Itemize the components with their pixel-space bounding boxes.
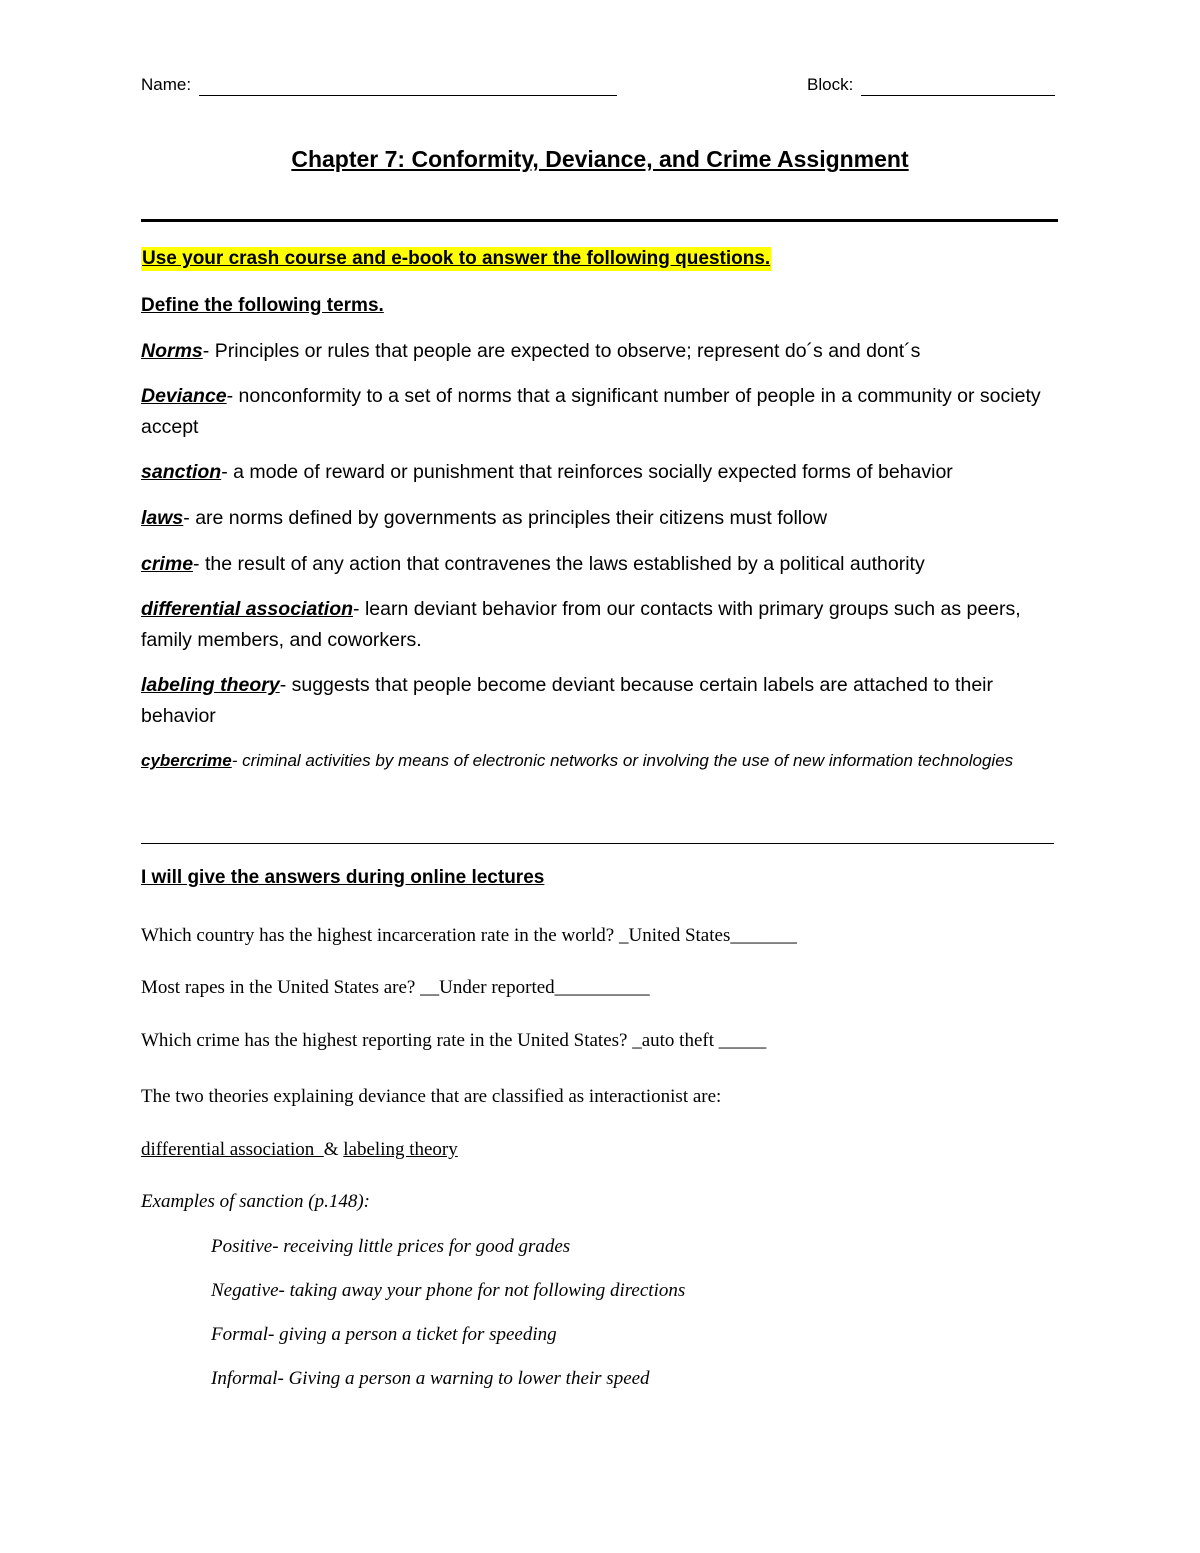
term-label: Deviance — [141, 385, 227, 407]
instruction-highlight: Use your crash course and e-book to answer the following questions. — [142, 248, 771, 269]
question-text: Which crime has the highest reporting rate in the United States? — [141, 1030, 633, 1051]
term-label: laws — [141, 507, 184, 529]
term-definition: - criminal activities by means of electronic networks or involving the use of new information technologies — [231, 751, 1014, 770]
answer-differential-association: differential association — [141, 1139, 324, 1160]
term-definition: - suggests that people become deviant because certain labels are attached to their behavior — [141, 674, 993, 727]
term-cybercrime — [141, 747, 1046, 775]
term-laws — [141, 503, 1056, 534]
answers-heading: I will give the answers during online lectures — [141, 867, 545, 888]
interactionist-answer — [141, 1138, 458, 1162]
term-label: sanction — [141, 461, 222, 483]
question-text: Which country has the highest incarceration rate in the world? — [141, 925, 619, 946]
term-label: cybercrime — [141, 751, 232, 770]
question-reporting-rate — [141, 1029, 766, 1053]
header-row — [141, 75, 1055, 99]
sanction-negative: Negative- taking away your phone for not following directions — [211, 1280, 686, 1301]
block-blank-line[interactable] — [861, 95, 1055, 96]
term-norms — [141, 336, 1056, 367]
answer-text: _auto theft _____ — [632, 1030, 767, 1051]
answer-text: _United States_______ — [619, 925, 797, 946]
term-deviance — [141, 381, 1056, 443]
interactionist-question: The two theories explaining deviance that are classified as interactionist are: — [141, 1086, 722, 1107]
name-blank-line[interactable] — [199, 95, 617, 96]
question-incarceration — [141, 924, 797, 948]
term-label: differential association — [141, 598, 354, 620]
answer-labeling-theory: labeling theory — [343, 1139, 458, 1160]
name-label: Name: — [141, 75, 192, 94]
sanction-examples-heading: Examples of sanction (p.148): — [141, 1191, 371, 1212]
question-rapes — [141, 976, 650, 1000]
answer-text: __Under reported__________ — [420, 977, 650, 998]
sanction-positive: Positive- receiving little prices for good grades — [211, 1236, 571, 1257]
ampersand: & — [323, 1139, 339, 1160]
term-label: crime — [141, 553, 194, 575]
title-divider — [141, 219, 1058, 222]
sanction-formal: Formal- giving a person a ticket for speeding — [211, 1324, 557, 1345]
section-divider — [141, 843, 1054, 844]
term-crime — [141, 549, 1056, 580]
term-definition: - a mode of reward or punishment that reinforces socially expected forms of behavior — [221, 461, 953, 483]
term-definition: - the result of any action that contravenes the laws established by a political authority — [193, 553, 925, 575]
term-definition: - learn deviant behavior from our contacts with primary groups such as peers, family members, and coworkers. — [141, 598, 1021, 651]
term-definition: - are norms defined by governments as principles their citizens must follow — [183, 507, 828, 529]
question-text: Most rapes in the United States are? — [141, 977, 421, 998]
block-label: Block: — [807, 75, 854, 94]
define-heading: Define the following terms. — [141, 295, 384, 316]
page-title: Chapter 7: Conformity, Deviance, and Crime Assignment — [291, 146, 909, 172]
term-definition: - Principles or rules that people are expected to observe; represent do´s and dont´s — [202, 340, 921, 362]
sanction-informal: Informal- Giving a person a warning to lower their speed — [211, 1368, 650, 1389]
term-label: labeling theory — [141, 674, 280, 696]
term-definition: - nonconformity to a set of norms that a significant number of people in a community or society accept — [141, 385, 1041, 438]
term-sanction — [141, 457, 1056, 488]
term-differential-association — [141, 594, 1056, 656]
term-labeling-theory — [141, 670, 1056, 732]
term-label: Norms — [141, 340, 203, 362]
